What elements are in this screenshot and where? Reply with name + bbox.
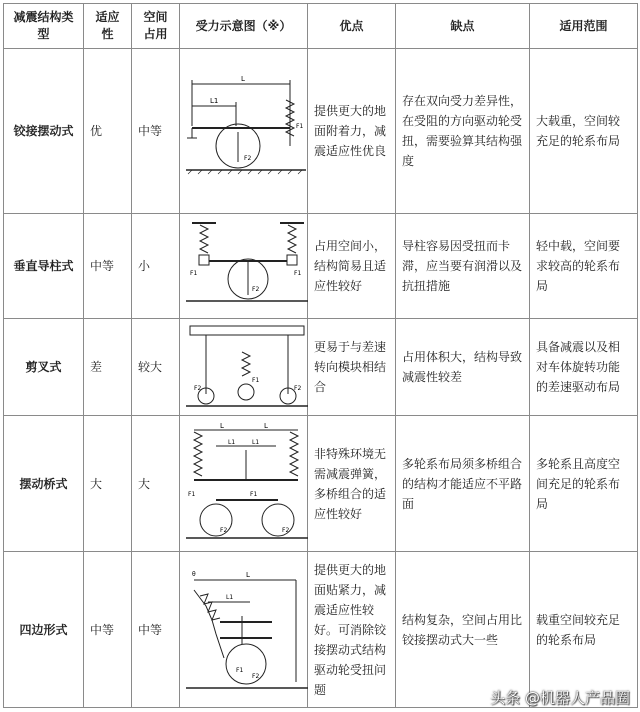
label-F1-left: F1	[190, 270, 198, 277]
scissor-diagram	[186, 322, 308, 412]
cons-cell: 多轮系布局须多桥组合的结构才能适应不平路面	[396, 416, 530, 552]
scope-cell: 具备减震以及相对车体旋转功能的差速驱动布局	[530, 319, 638, 416]
diagram-cell	[180, 416, 308, 552]
type-cell: 铰接摆动式	[4, 49, 84, 214]
label-L-right: L	[264, 421, 268, 430]
suspension-comparison-table	[3, 3, 638, 708]
label-F1: F1	[296, 123, 304, 130]
header-type: 减震结构类型	[4, 4, 84, 49]
adapt-cell: 差	[84, 319, 132, 416]
cons-cell: 导柱容易因受扭而卡滞，应当要有润滑以及抗扭措施	[396, 214, 530, 319]
label-L: L	[246, 570, 250, 579]
label-F2-left: F2	[220, 526, 228, 534]
label-F1: F1	[252, 377, 260, 384]
label-L1: L1	[210, 97, 219, 105]
label-F2: F2	[244, 155, 252, 162]
pros-cell: 提供更大的地面附着力，减震适应性优良	[308, 49, 396, 214]
type-cell: 剪叉式	[4, 319, 84, 416]
label-L: L	[241, 75, 245, 83]
label-L1-left: L1	[228, 438, 236, 446]
space-cell: 大	[132, 416, 180, 552]
scope-cell: 大载重，空间较充足的轮系布局	[530, 49, 638, 214]
adapt-cell: 优	[84, 49, 132, 214]
label-F1-right: F1	[294, 270, 302, 277]
cons-cell: 占用体积大，结构导致减震性较差	[396, 319, 530, 416]
label-F2-right: F2	[282, 526, 290, 534]
space-cell: 中等	[132, 552, 180, 708]
header-row	[4, 4, 638, 49]
watermark: 头条 @机器人产品圈	[490, 689, 630, 707]
table-row	[4, 214, 638, 319]
type-cell: 垂直导柱式	[4, 214, 84, 319]
adapt-cell: 中等	[84, 214, 132, 319]
space-cell: 小	[132, 214, 180, 319]
label-F1-left: F1	[188, 490, 196, 498]
header-diagram: 受力示意图（※）	[180, 4, 308, 49]
table-row	[4, 416, 638, 552]
header-cons: 缺点	[396, 4, 530, 49]
cons-cell: 结构复杂，空间占用比铰接摆动式大一些	[396, 552, 530, 708]
quadrilateral-diagram	[186, 560, 308, 700]
label-F2-left: F2	[194, 385, 202, 392]
type-cell: 四边形式	[4, 552, 84, 708]
label-F2-right: F2	[294, 385, 302, 392]
table-row	[4, 552, 638, 708]
swing-bridge-diagram	[186, 420, 308, 548]
label-L-left: L	[220, 421, 224, 430]
label-theta: θ	[192, 570, 196, 578]
pros-cell: 更易于与差速转向模块相结合	[308, 319, 396, 416]
header-adapt: 适应性	[84, 4, 132, 49]
label-L1-right: L1	[252, 438, 260, 446]
scope-cell: 载重空间较充足的轮系布局	[530, 552, 638, 708]
label-F2: F2	[252, 672, 260, 680]
diagram-cell	[180, 49, 308, 214]
adapt-cell: 中等	[84, 552, 132, 708]
label-F2: F2	[252, 286, 260, 293]
pros-cell: 非特殊环境无需减震弹簧，多桥组合的适应性较好	[308, 416, 396, 552]
pros-cell: 提供更大的地面贴紧力，减震适应性较好。可消除铰接摆动式结构驱动轮受扭问题	[308, 552, 396, 708]
table-row	[4, 49, 638, 214]
space-cell: 中等	[132, 49, 180, 214]
diagram-cell	[180, 552, 308, 708]
scope-cell: 轻中载，空间要求较高的轮系布局	[530, 214, 638, 319]
label-F1-right: F1	[250, 490, 258, 498]
vertical-guide-diagram	[186, 217, 308, 315]
pros-cell: 占用空间小，结构简易且适应性较好	[308, 214, 396, 319]
space-cell: 较大	[132, 319, 180, 416]
table-row	[4, 319, 638, 416]
cons-cell: 存在双向受力差异性，在受阻的方向驱动轮受扭，需要验算其结构强度	[396, 49, 530, 214]
label-L1: L1	[226, 593, 234, 601]
diagram-cell	[180, 214, 308, 319]
diagram-cell	[180, 319, 308, 416]
header-scope: 适用范围	[530, 4, 638, 49]
adapt-cell: 大	[84, 416, 132, 552]
header-pros: 优点	[308, 4, 396, 49]
scope-cell: 多轮系且高度空间充足的轮系布局	[530, 416, 638, 552]
label-F1: F1	[236, 666, 244, 674]
header-space: 空间占用	[132, 4, 180, 49]
hinged-swing-diagram	[186, 66, 308, 196]
type-cell: 摆动桥式	[4, 416, 84, 552]
